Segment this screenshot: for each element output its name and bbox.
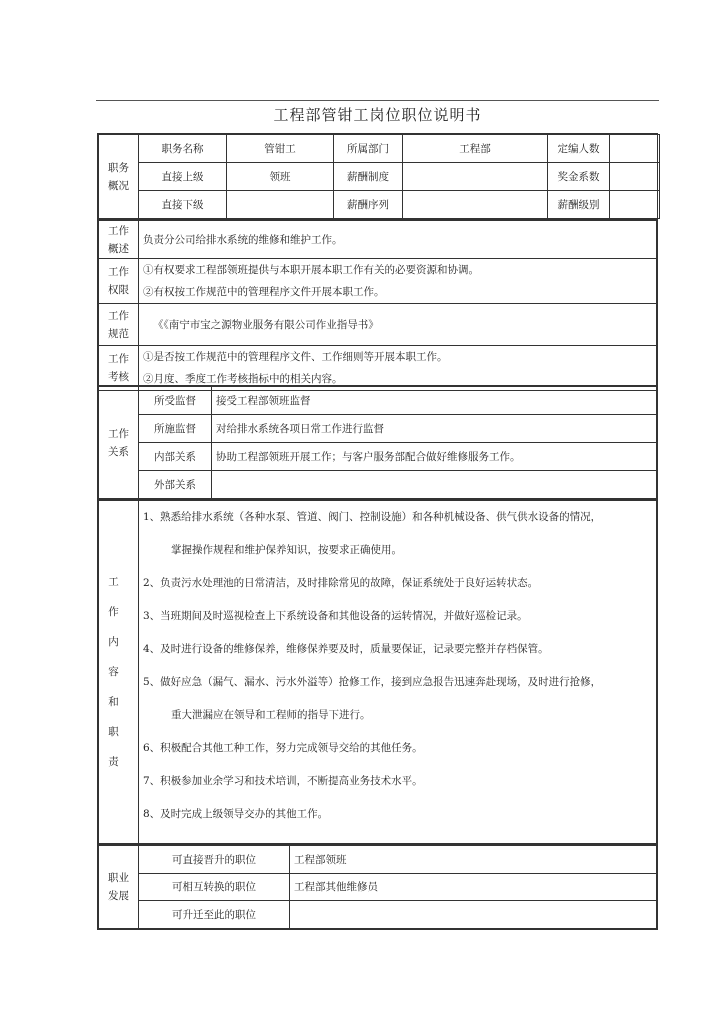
overview-table — [98, 134, 660, 219]
assessment-text: ①是否按工作规范中的管理程序文件、工作细则等开展本职工作。 ②月度、季度工作考核指标中的相关内容。 — [139, 346, 657, 391]
career-path-type: 可升迁至此的职位 — [139, 901, 290, 929]
relation-desc: 协助工程部领班开展工作；与客户服务部配合做好维修服务工作。 — [212, 443, 657, 471]
summary-table — [98, 220, 657, 391]
field-value: 工程部 — [403, 135, 548, 163]
duty-item: 掌握操作规程和维护保养知识，按要求正确使用。 — [171, 544, 402, 556]
career-path-type: 可直接晋升的职位 — [139, 846, 290, 874]
field-label: 薪酬序列 — [334, 191, 403, 219]
field-value: 管钳工 — [227, 135, 334, 163]
document-title: 工程部管钳工岗位职位说明书 — [273, 106, 482, 124]
relation-desc: 接受工程部领班监督 — [212, 387, 657, 415]
duty-item: 6、积极配合其他工种工作，努力完成领导交给的其他任务。 — [143, 742, 423, 754]
job-summary-block — [97, 219, 658, 386]
relations-block — [97, 385, 658, 500]
career-path-type: 可相互转换的职位 — [139, 873, 290, 901]
duties-list — [139, 501, 657, 844]
summary-text: 负责分公司给排水系统的维修和维护工作。 — [139, 221, 657, 259]
field-value — [227, 191, 334, 219]
field-value — [403, 191, 548, 219]
relation-desc: 对给排水系统各项日常工作进行监督 — [212, 415, 657, 443]
authority-text: ①有权要求工程部领班提供与本职开展本职工作有关的必要资源和协调。 ②有权按工作规范中的管理程序文件开展本职工作。 — [139, 259, 657, 304]
field-label: 直接下级 — [139, 191, 227, 219]
relation-type: 内部关系 — [139, 443, 212, 471]
summary-label: 工作 概述 — [99, 221, 139, 259]
career-path-value — [290, 901, 657, 929]
relations-table — [98, 386, 657, 499]
overview-label: 职务 概况 — [99, 135, 139, 219]
duty-item: 重大泄漏应在领导和工程师的指导下进行。 — [171, 709, 371, 721]
relation-desc — [212, 471, 657, 499]
assessment-label: 工作 考核 — [99, 346, 139, 391]
field-label: 职务名称 — [139, 135, 227, 163]
career-path-value: 工程部领班 — [290, 846, 657, 874]
relation-type: 所施监督 — [139, 415, 212, 443]
career-table — [98, 845, 657, 929]
duty-item: 5、做好应急（漏气、漏水、污水外溢等）抢修工作，接到应急报告迅速奔赴现场，及时进行抢修， — [143, 676, 602, 688]
field-value — [610, 191, 660, 219]
field-value — [610, 135, 660, 163]
overview-block — [97, 133, 658, 220]
field-label: 薪酬级别 — [548, 191, 610, 219]
duties-block — [97, 499, 658, 845]
career-label: 职业 发展 — [99, 846, 139, 929]
field-value — [610, 163, 660, 191]
field-label: 薪酬制度 — [334, 163, 403, 191]
field-label: 定编人数 — [548, 135, 610, 163]
duties-label: 工 作 内 容 和 职 责 — [99, 501, 139, 844]
norms-text: 《《南宁市宝之源物业服务有限公司作业指导书》 — [139, 304, 657, 346]
duty-item: 1、熟悉给排水系统（各种水泵、管道、阀门、控制设施）和各种机械设备、供气供水设备的情况， — [143, 511, 602, 523]
relations-label: 工作 关系 — [99, 387, 139, 499]
duty-item: 8、及时完成上级领导交办的其他工作。 — [143, 808, 329, 820]
duty-item: 4、及时进行设备的维修保养，维修保养要及时，质量要保证，记录要完整并存档保管。 — [143, 643, 549, 655]
norms-label: 工作 规范 — [99, 304, 139, 346]
duty-item: 2、负责污水处理池的日常清洁，及时排除常见的故障，保证系统处于良好运转状态。 — [143, 577, 539, 589]
field-label: 直接上级 — [139, 163, 227, 191]
duties-table — [98, 500, 657, 844]
duty-item: 7、积极参加业余学习和技术培训，不断提高业务技术水平。 — [143, 775, 423, 787]
field-label: 奖金系数 — [548, 163, 610, 191]
relation-type: 外部关系 — [139, 471, 212, 499]
field-value: 领班 — [227, 163, 334, 191]
top-rule — [96, 100, 659, 101]
field-value — [403, 163, 548, 191]
field-label: 所属部门 — [334, 135, 403, 163]
authority-label: 工作 权限 — [99, 259, 139, 304]
relation-type: 所受监督 — [139, 387, 212, 415]
duty-item: 3、当班期间及时巡视检查上下系统设备和其他设备的运转情况，并做好巡检记录。 — [143, 610, 528, 622]
career-path-value: 工程部其他维修员 — [290, 873, 657, 901]
career-block — [97, 844, 658, 930]
